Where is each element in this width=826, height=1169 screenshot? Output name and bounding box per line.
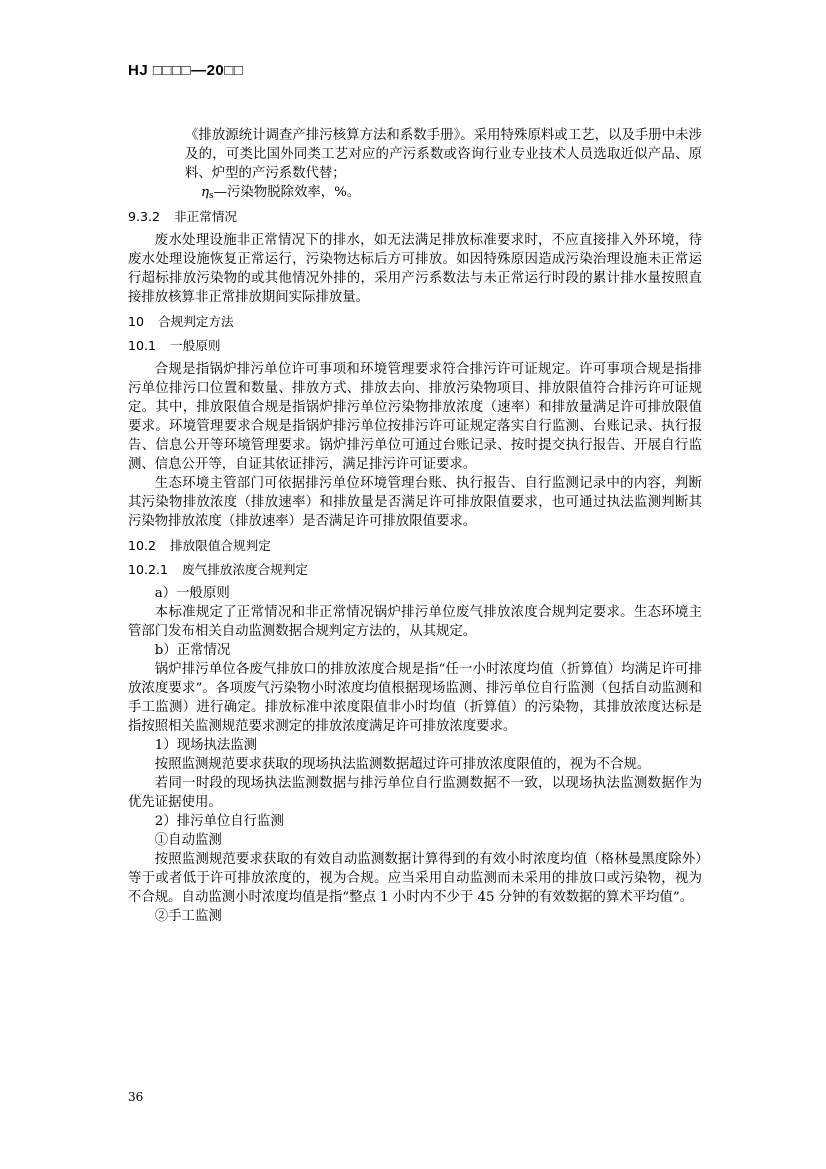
list-item-label: ①自动监测 — [154, 833, 222, 848]
section-heading-10 — [128, 312, 702, 331]
paragraph: 按照监测规范要求获取的现场执法监测数据超过许可排放浓度限值的，视为不合规。 — [154, 757, 651, 772]
paragraph: 本标准规定了正常情况和非正常情况锅炉排污单位废气排放浓度合规判定要求。生态环境主管部门发布相关自动监测数据合规判定方法的，从其规定。 — [128, 605, 702, 639]
eta-text: —污染物脱除效率，%。 — [213, 185, 361, 200]
section-number: 10.1 — [128, 338, 157, 353]
paragraph: 锅炉排污单位各废气排放口的排放浓度合规是指“任一小时浓度均值（折算值）均满足许可排放浓度要求”。各项废气污染物小时浓度均值根据现场监测、排污单位自行监测（包括自动监测和手工监测）进行确定。排放标准中浓度限值非小时均值（折算值）的污染物，其排放浓度达标是指按照相关监测规范要求测定的排放浓度满足许可排放浓度要求。 — [128, 662, 702, 734]
page-body — [128, 126, 702, 926]
continuation-paragraph: 《排放源统计调查产排污核算方法和系数手册》。采用特殊原料或工艺，以及手册中未涉及的，可类比国外同类工艺对应的产污系数或咨询行业专业技术人员选取近似产品、原料、炉型的产污系数代替； — [185, 128, 702, 181]
document-code-header: HJ □□□□—20□□ — [128, 62, 244, 79]
section-heading-9-3-2 — [128, 207, 702, 226]
section-number: 10 — [128, 314, 145, 329]
page-number: 36 — [128, 1090, 144, 1104]
list-item-label: a）一般原则 — [154, 586, 230, 601]
section-number: 9.3.2 — [128, 209, 161, 224]
list-item-label: b）正常情况 — [154, 643, 231, 658]
section-heading-10-2 — [128, 536, 702, 555]
section-title: 废气排放浓度合规判定 — [182, 562, 308, 577]
list-item-label: 1）现场执法监测 — [154, 738, 258, 753]
section-title: 非正常情况 — [174, 209, 238, 224]
section-title: 一般原则 — [170, 338, 221, 353]
paragraph: 按照监测规范要求获取的有效自动监测数据计算得到的有效小时浓度均值（格林曼黑度除外）等于或者低于许可排放浓度的，视为合规。应当采用自动监测而未采用的排放口或污染物，视为不合规。自动监测小时浓度均值是指“整点 1 小时内不少于 45 分钟的有效数据的算术平均值”。 — [128, 852, 702, 905]
paragraph: 生态环境主管部门可依据排污单位环境管理台账、执行报告、自行监测记录中的内容，判断其污染物排放浓度（排放速率）和排放量是否满足许可排放限值要求，也可通过执法监测判断其污染物排放浓度（排放速率）是否满足许可排放限值要求。 — [128, 476, 702, 529]
section-heading-10-1 — [128, 336, 702, 355]
paragraph: 合规是指锅炉排污单位许可事项和环境管理要求符合排污许可证规定。许可事项合规是指排污单位排污口位置和数量、排放方式、排放去向、排放污染物项目、排放限值符合排污许可证规定。其中，排放限值合规是指锅炉排污单位污染物排放浓度（速率）和排放量满足许可排放限值要求。环境管理要求合规是指锅炉排污单位按排污许可证规定落实自行监测、台账记录、执行报告、信息公开等环境管理要求。锅炉排污单位可通过台账记录、按时提交执行报告、开展自行监测、信息公开等，自证其依证排污，满足排污许可证要求。 — [128, 362, 702, 472]
eta-symbol: η — [201, 185, 210, 200]
list-item-label: ②手工监测 — [154, 909, 222, 924]
section-number: 10.2 — [128, 538, 157, 553]
paragraph: 若同一时段的现场执法监测数据与排污单位自行监测数据不一致，以现场执法监测数据作为优先证据使用。 — [128, 776, 702, 810]
section-title: 合规判定方法 — [158, 314, 234, 329]
section-heading-10-2-1 — [128, 560, 702, 579]
eta-subscript: s — [209, 191, 214, 201]
paragraph: 废水处理设施非正常情况下的排水，如无法满足排放标准要求时，不应直接排入外环境，待废水处理设施恢复正常运行，污染物达标后方可排放。如因特殊原因造成污染治理设施未正常运行超标排放污染物的或其他情况外排的，采用产污系数法与未正常运行时段的累计排水量按照直接排放核算非正常排放期间实际排放量。 — [128, 233, 702, 305]
list-item-label: 2）排污单位自行监测 — [154, 814, 284, 829]
section-number: 10.2.1 — [128, 562, 169, 577]
section-title: 排放限值合规判定 — [170, 538, 271, 553]
eta-definition — [201, 183, 702, 202]
